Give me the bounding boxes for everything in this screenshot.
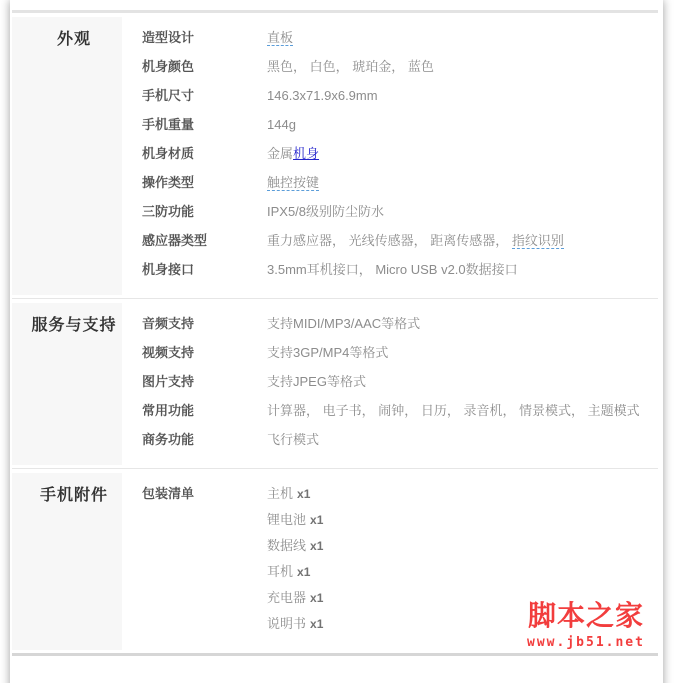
spec-label: 手机重量 — [142, 117, 195, 132]
package-item-qty: x1 — [310, 617, 324, 631]
spec-label: 操作类型 — [142, 175, 195, 190]
spec-row — [142, 52, 658, 81]
spec-label: 机身颜色 — [142, 59, 195, 74]
spec-label: 常用功能 — [142, 403, 195, 418]
package-item-qty: x1 — [310, 513, 324, 527]
spec-label: 包装清单 — [142, 486, 195, 501]
spec-label: 机身接口 — [142, 262, 195, 277]
spec-label: 机身材质 — [142, 146, 195, 161]
package-item-name: 数据线 — [267, 538, 307, 553]
section-title-cell — [12, 12, 122, 299]
spec-value — [267, 481, 323, 637]
spec-row — [142, 425, 658, 454]
spec-value — [267, 427, 319, 452]
spec-value — [267, 141, 319, 166]
spec-value-text: 144g — [267, 117, 296, 132]
package-item-qty: x1 — [297, 565, 311, 579]
section-title-cell — [12, 299, 122, 469]
package-item-name: 充电器 — [267, 590, 307, 605]
spec-label: 音频支持 — [142, 316, 195, 331]
spec-row — [142, 81, 658, 110]
spec-value-text: 重力感应器， 光线传感器， 距离传感器， — [267, 233, 512, 248]
section-title-cell — [12, 469, 122, 655]
spec-row — [142, 255, 658, 284]
spec-row — [142, 197, 658, 226]
spec-term-link[interactable]: 机身 — [293, 146, 320, 161]
spec-row — [142, 168, 658, 197]
spec-row — [142, 338, 658, 367]
spec-row — [142, 110, 658, 139]
package-item-qty: x1 — [297, 487, 311, 501]
spec-value-text: 146.3x71.9x6.9mm — [267, 88, 378, 103]
package-list-item — [267, 585, 323, 611]
package-list-item — [267, 481, 323, 507]
package-item-name: 锂电池 — [267, 512, 307, 527]
section-title: 外观 — [56, 31, 91, 48]
spec-value — [267, 340, 388, 365]
spec-row — [142, 23, 658, 52]
spec-value-text: 支持MIDI/MP3/AAC等格式 — [267, 316, 421, 331]
spec-value-text: 支持3GP/MP4等格式 — [267, 345, 389, 360]
spec-value-text: 计算器， 电子书， 闹钟， 日历， 录音机， 情景模式， 主题模式 — [267, 403, 640, 418]
spec-row — [142, 479, 658, 639]
spec-value-text: 支持JPEG等格式 — [267, 374, 366, 389]
spec-value — [267, 83, 378, 108]
section-content — [122, 12, 658, 299]
spec-value — [267, 257, 518, 282]
spec-value — [267, 54, 434, 79]
spec-label: 商务功能 — [142, 432, 195, 447]
spec-page — [10, 0, 663, 683]
spec-label: 感应器类型 — [142, 233, 208, 248]
spec-label: 视频支持 — [142, 345, 195, 360]
spec-row — [142, 396, 658, 425]
spec-term-dashed-link[interactable]: 触控按键 — [267, 175, 320, 190]
section-content — [122, 469, 658, 655]
section-row — [12, 12, 658, 299]
package-list-item — [267, 611, 323, 637]
spec-value-text: IPX5/8级别防尘防水 — [267, 204, 385, 219]
spec-value — [267, 170, 319, 195]
package-item-name: 耳机 — [267, 564, 294, 579]
spec-value-text: 飞行模式 — [267, 432, 320, 447]
phone-spec-table — [12, 10, 658, 656]
spec-value — [267, 369, 366, 394]
spec-value — [267, 228, 564, 253]
watermark-site-url: www.jb51.net — [527, 635, 645, 650]
spec-row — [142, 226, 658, 255]
package-item-qty: x1 — [310, 539, 324, 553]
spec-value — [267, 311, 420, 336]
section-title: 手机附件 — [39, 487, 108, 504]
section-row — [12, 299, 658, 469]
spec-term-dashed-link[interactable]: 直板 — [267, 30, 294, 45]
spec-value — [267, 398, 640, 423]
section-content — [122, 299, 658, 469]
section-row — [12, 469, 658, 655]
spec-label: 三防功能 — [142, 204, 195, 219]
spec-value-text: 3.5mm耳机接口， Micro USB v2.0数据接口 — [267, 262, 518, 277]
spec-term-dashed-link[interactable]: 指纹识别 — [511, 233, 564, 248]
package-item-name: 主机 — [267, 486, 294, 501]
spec-value — [267, 112, 296, 137]
spec-row — [142, 309, 658, 338]
watermark-site-name: 脚本之家 — [527, 599, 644, 632]
package-list-item — [267, 533, 323, 559]
spec-row — [142, 367, 658, 396]
spec-table-body — [12, 12, 658, 655]
spec-value-text: 金属 — [267, 146, 294, 161]
spec-value — [267, 25, 293, 50]
spec-label: 手机尺寸 — [142, 88, 195, 103]
package-item-name: 说明书 — [267, 616, 307, 631]
spec-row — [142, 139, 658, 168]
section-title: 服务与支持 — [31, 317, 117, 334]
spec-value — [267, 199, 384, 224]
package-list-item — [267, 507, 323, 533]
package-list-item — [267, 559, 323, 585]
package-item-qty: x1 — [310, 591, 324, 605]
spec-label: 造型设计 — [142, 30, 195, 45]
spec-label: 图片支持 — [142, 374, 195, 389]
spec-value-text: 黑色， 白色， 琥珀金， 蓝色 — [267, 59, 434, 74]
